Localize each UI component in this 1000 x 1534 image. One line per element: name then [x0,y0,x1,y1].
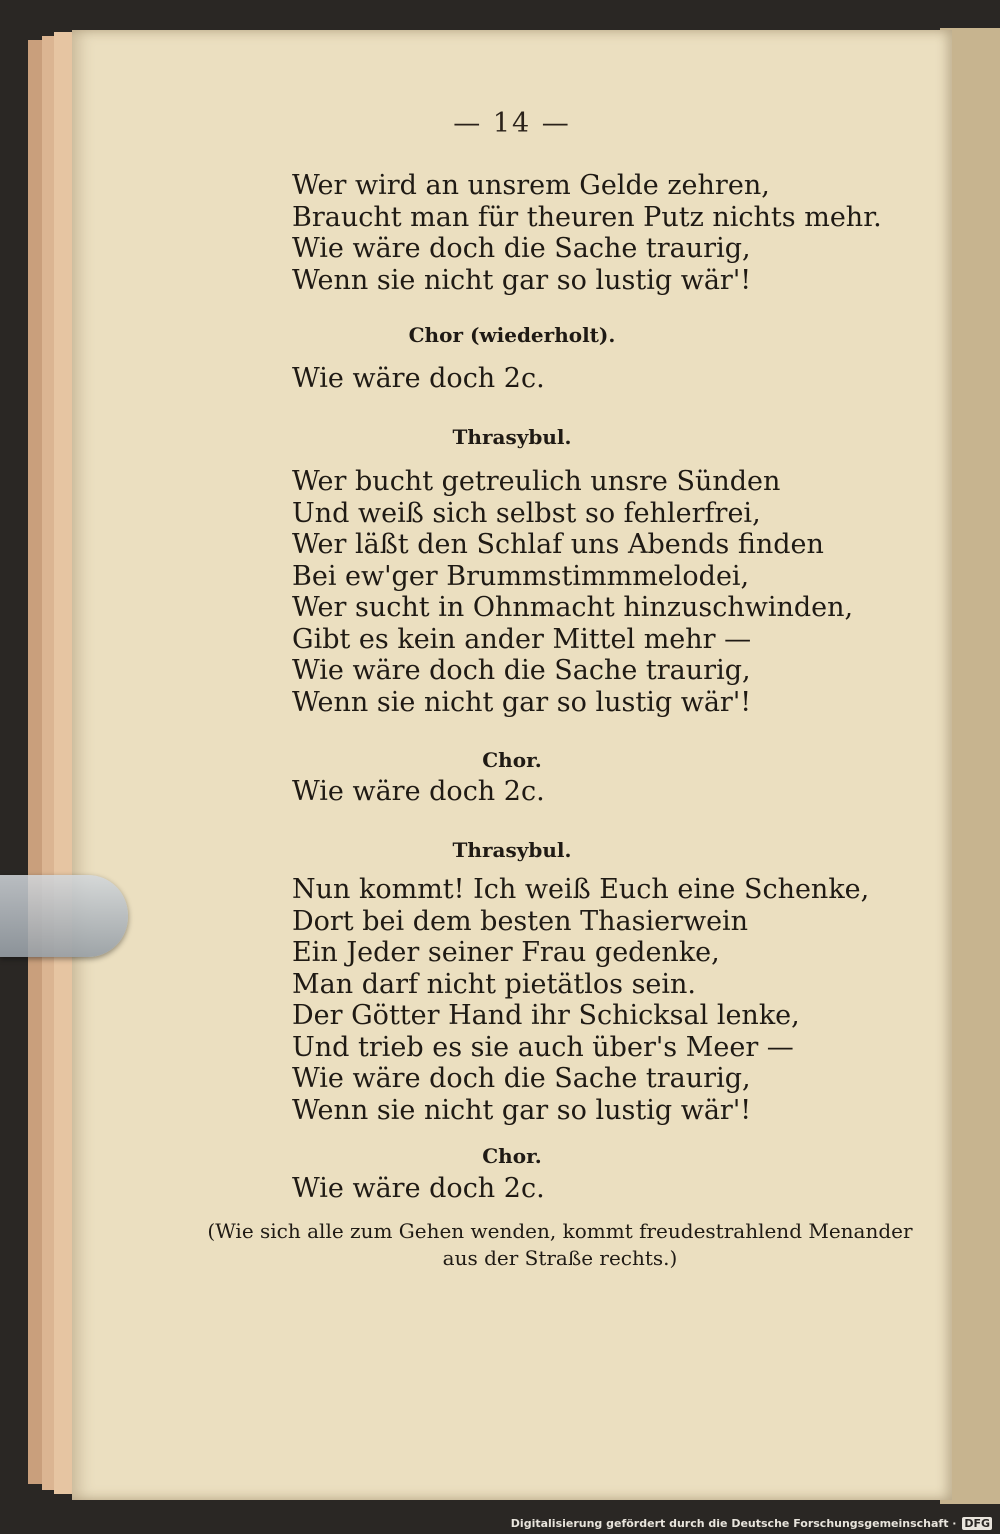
verse-line: Man darf nicht pietätlos sein. [292,968,697,1000]
stage-direction-line: (Wie sich alle zum Gehen wenden, kommt freudestrahlend Menander [207,1219,913,1243]
chorus-line: Wie wäre doch 2c. [292,776,545,807]
verse-line: Gibt es kein ander Mittel mehr — [292,623,752,655]
book-page [72,30,952,1500]
chorus-line: Wie wäre doch 2c. [292,363,545,394]
credit-text: Digitalisierung gefördert durch die Deutsche Forschungsgemeinschaft · [510,1517,957,1530]
verse-line: Wer läßt den Schlaf uns Abends finden [292,529,824,560]
verse-line: Wie wäre doch die Sache traurig, [292,1063,751,1094]
speaker-heading: Thrasybul. [452,838,572,862]
verse-line: Braucht man für theuren Putz nichts mehr. [292,201,882,233]
stanza-2 [292,466,853,718]
stanza-1 [292,170,882,296]
verse-line: Wenn sie nicht gar so lustig wär'! [292,264,752,296]
stanza-3 [292,874,869,1126]
verse-line: Dort bei dem besten Thasierwein [292,905,749,937]
chorus-line: Wie wäre doch 2c. [292,1173,545,1204]
verse-line: Wer wird an unsrem Gelde zehren, [292,170,770,201]
verse-line: Ein Jeder seiner Frau gedenke, [292,937,720,968]
verse-line: Wer bucht getreulich unsre Sünden [292,466,781,497]
verse-line: Nun kommt! Ich weiß Euch eine Schenke, [292,874,870,905]
verse-line: Der Götter Hand ihr Schicksal lenke, [292,1000,800,1031]
verse-line: Und weiß sich selbst so fehlerfrei, [292,497,761,529]
stage-direction [190,1218,930,1272]
page-number: — 14 — [453,108,571,139]
verse-line: Wie wäre doch die Sache traurig, [292,655,751,686]
page-clip [0,875,128,957]
verse-line: Bei ew'ger Brummstimmmelodei, [292,560,750,592]
speaker-heading: Chor (wiederholt). [408,323,616,347]
verse-line: Wie wäre doch die Sache traurig, [292,233,751,264]
speaker-heading: Thrasybul. [452,425,572,449]
stage-direction-line: aus der Straße rechts.) [442,1246,678,1270]
speaker-heading: Chor. [482,748,542,772]
verse-line: Und trieb es sie auch über's Meer — [292,1031,794,1063]
digitization-credit [511,1517,992,1530]
verse-line: Wenn sie nicht gar so lustig wär'! [292,686,752,718]
verse-line: Wer sucht in Ohnmacht hinzuschwinden, [292,592,854,623]
dfg-logo: DFG [964,1517,990,1530]
speaker-heading: Chor. [482,1144,542,1168]
verse-line: Wenn sie nicht gar so lustig wär'! [292,1094,752,1126]
